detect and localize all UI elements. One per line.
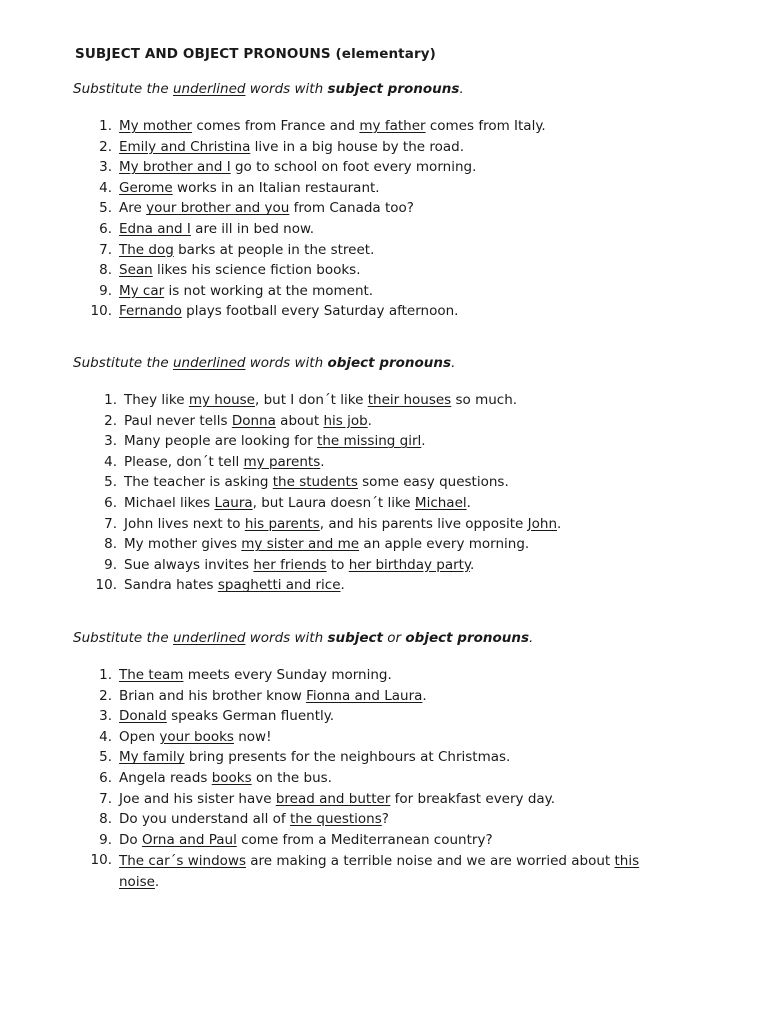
item-text <box>119 118 546 134</box>
text-segment: , but Laura doesn´t like <box>252 494 415 511</box>
text-segment: about <box>275 412 324 429</box>
text-segment: bring presents for the neighbours at Christmas. <box>184 749 511 766</box>
text-segment: are making a terrible noise and we are worried about <box>245 853 615 870</box>
list-item <box>0 749 768 770</box>
list-item <box>0 180 768 201</box>
item-text <box>119 729 272 745</box>
text-segment: on the bus. <box>251 769 332 786</box>
text-segment: , and his parents live opposite <box>319 515 528 532</box>
exercise-list-subject-or-object <box>0 667 768 894</box>
text-segment: plays football every Saturday afternoon. <box>181 303 459 320</box>
item-number: 10. <box>90 303 112 320</box>
underlined-phrase: my house <box>188 392 255 408</box>
text-segment: Do you understand all of <box>119 811 290 828</box>
item-number: 7. <box>104 515 117 532</box>
item-number: 6. <box>99 220 112 237</box>
text-segment: meets every Sunday morning. <box>183 667 392 683</box>
item-number: 8. <box>99 262 112 279</box>
underlined-phrase: Orna and Paul <box>141 831 237 848</box>
item-number: 4. <box>104 453 117 470</box>
bold-phrase: subject <box>327 630 383 646</box>
text-segment: or <box>383 630 406 646</box>
item-text <box>119 688 427 704</box>
text-segment: are ill in bed now. <box>190 220 315 237</box>
text-segment: live in a big house by the road. <box>250 138 465 155</box>
underlined-phrase: noise <box>119 874 155 891</box>
underlined-phrase: books <box>211 769 252 786</box>
underlined-phrase: The car´s windows <box>119 853 246 870</box>
item-line <box>119 851 639 872</box>
item-number: 3. <box>104 433 117 450</box>
underlined-phrase: Michael <box>414 494 467 511</box>
list-item <box>0 708 768 729</box>
text-segment: come from a Mediterranean country? <box>236 831 493 848</box>
item-number: 1. <box>99 118 112 134</box>
text-segment: . <box>557 515 562 532</box>
text-segment: from Canada too? <box>289 200 414 217</box>
text-segment: barks at people in the street. <box>173 241 375 258</box>
list-item <box>0 791 768 812</box>
list-item <box>0 433 768 454</box>
text-segment: Sandra hates <box>124 577 218 594</box>
underlined-phrase: the students <box>272 474 358 491</box>
text-segment: . <box>154 874 160 891</box>
text-segment: ? <box>381 811 389 828</box>
list-item <box>0 118 768 139</box>
bold-phrase: object pronouns <box>327 355 452 371</box>
item-text <box>124 577 345 593</box>
text-segment: . <box>451 355 456 371</box>
item-text <box>119 221 314 237</box>
item-number: 3. <box>99 708 112 725</box>
text-segment: go to school on foot every morning. <box>230 159 477 176</box>
text-segment: Substitute the <box>73 81 173 97</box>
item-number: 6. <box>104 494 117 511</box>
item-number: 1. <box>99 667 112 683</box>
item-text <box>119 832 493 848</box>
text-segment: Open <box>119 728 160 745</box>
list-item <box>0 832 768 853</box>
instruction-subject <box>73 81 464 97</box>
underlined-phrase: my sister and me <box>241 536 360 553</box>
item-text <box>119 749 510 765</box>
list-item <box>0 557 768 578</box>
text-segment: My mother gives <box>124 536 242 553</box>
item-number: 7. <box>99 241 112 258</box>
item-text <box>119 242 374 258</box>
item-number: 2. <box>99 687 112 704</box>
item-number: 9. <box>99 831 112 848</box>
item-text <box>119 791 555 807</box>
item-number: 5. <box>99 200 112 217</box>
instruction-object <box>73 355 455 371</box>
bold-phrase: subject pronouns <box>327 81 460 97</box>
text-segment: Paul never tells <box>124 412 232 429</box>
item-number: 4. <box>99 179 112 196</box>
text-segment: works in an Italian restaurant. <box>172 179 380 196</box>
item-text <box>124 495 471 511</box>
item-number: 5. <box>99 749 112 766</box>
text-segment: , but I don´t like <box>254 392 368 408</box>
text-segment: likes his science fiction books. <box>152 262 361 279</box>
underlined-phrase: underlined <box>172 355 246 371</box>
text-segment: speaks German fluently. <box>166 708 335 725</box>
list-item <box>0 139 768 160</box>
list-item <box>0 413 768 434</box>
exercise-list-object <box>0 392 768 598</box>
bold-phrase: object pronouns <box>405 630 530 646</box>
underlined-phrase: the questions <box>289 811 382 828</box>
underlined-phrase: Gerome <box>119 179 173 196</box>
text-segment: for breakfast every day. <box>390 790 556 807</box>
item-number: 6. <box>99 769 112 786</box>
list-item <box>0 516 768 537</box>
underlined-phrase: Edna and I <box>119 220 191 237</box>
underlined-phrase: underlined <box>172 630 246 646</box>
text-segment: Substitute the <box>73 355 173 371</box>
underlined-phrase: his job <box>323 412 368 429</box>
list-item <box>0 577 768 598</box>
item-number: 9. <box>104 556 117 573</box>
item-text <box>124 557 474 573</box>
underlined-phrase: The dog <box>119 241 174 258</box>
item-text <box>124 392 517 408</box>
text-segment: comes from Italy. <box>425 118 546 134</box>
text-segment: . <box>470 556 475 573</box>
item-text <box>119 667 392 683</box>
underlined-phrase: her friends <box>253 556 327 573</box>
text-segment: . <box>340 577 345 594</box>
underlined-phrase: John <box>527 515 557 532</box>
underlined-phrase: their houses <box>367 392 452 408</box>
text-segment: . <box>421 433 426 450</box>
underlined-phrase: My car <box>119 282 165 299</box>
item-text <box>119 262 361 278</box>
list-item <box>0 159 768 180</box>
list-item <box>0 262 768 283</box>
underlined-phrase: my parents <box>243 453 321 470</box>
underlined-phrase: underlined <box>172 81 246 97</box>
text-segment: Substitute the <box>73 630 173 646</box>
underlined-phrase: Fionna and Laura <box>306 687 423 704</box>
list-item <box>0 454 768 475</box>
text-segment: is not working at the moment. <box>164 282 374 299</box>
item-line-continued <box>119 872 639 893</box>
text-segment: Sue always invites <box>124 556 254 573</box>
underlined-phrase: spaghetti and rice <box>217 577 341 594</box>
text-segment: Michael likes <box>124 494 215 511</box>
item-text <box>124 433 426 449</box>
underlined-phrase: My brother and I <box>119 159 231 176</box>
text-segment: John lives next to <box>124 515 245 532</box>
text-segment: Joe and his sister have <box>119 790 276 807</box>
item-number: 9. <box>99 282 112 299</box>
text-segment: words with <box>245 355 328 371</box>
text-segment: They like <box>124 392 189 408</box>
underlined-phrase: her birthday party <box>348 556 471 573</box>
list-item <box>0 811 768 832</box>
item-number: 3. <box>99 159 112 176</box>
item-text <box>119 200 414 216</box>
item-number: 10. <box>95 577 117 594</box>
text-segment: Do <box>119 831 142 848</box>
item-text <box>119 283 373 299</box>
item-number: 8. <box>104 536 117 553</box>
item-number: 2. <box>99 138 112 155</box>
text-segment: The teacher is asking <box>124 474 273 491</box>
underlined-phrase: Emily and Christina <box>119 138 251 155</box>
text-segment: Brian and his brother know <box>119 687 307 704</box>
text-segment: words with <box>245 630 328 646</box>
underlined-phrase: his parents <box>244 515 320 532</box>
item-text <box>124 413 372 429</box>
text-segment: now! <box>233 728 272 745</box>
text-segment: . <box>459 81 464 97</box>
text-segment: an apple every morning. <box>359 536 530 553</box>
underlined-phrase: Donald <box>119 708 167 725</box>
underlined-phrase: your brother and you <box>146 200 290 217</box>
underlined-phrase: My mother <box>119 118 193 134</box>
item-text <box>124 454 325 470</box>
underlined-phrase: bread and butter <box>275 790 391 807</box>
text-segment: to <box>326 556 349 573</box>
list-item <box>0 770 768 791</box>
underlined-phrase: my father <box>359 118 426 134</box>
list-item <box>0 852 768 894</box>
text-segment: Please, don´t tell <box>124 453 244 470</box>
item-number: 8. <box>99 811 112 828</box>
item-text <box>124 516 561 532</box>
text-segment: comes from France and <box>192 118 360 134</box>
item-text <box>119 159 476 175</box>
list-item <box>0 536 768 557</box>
item-text <box>119 303 458 319</box>
list-item <box>0 283 768 304</box>
item-number: 7. <box>99 790 112 807</box>
underlined-phrase: Donna <box>231 412 276 429</box>
item-text <box>119 180 380 196</box>
text-segment: words with <box>245 81 328 97</box>
list-item <box>0 729 768 750</box>
text-segment: Are <box>119 200 147 217</box>
text-segment: Many people are looking for <box>124 433 318 450</box>
list-item <box>0 242 768 263</box>
list-item <box>0 221 768 242</box>
text-segment: . <box>320 453 325 470</box>
item-text <box>119 708 334 724</box>
text-segment: . <box>466 494 471 511</box>
instruction-subject-or-object <box>73 630 533 646</box>
item-number: 5. <box>104 474 117 491</box>
list-item <box>0 667 768 688</box>
list-item <box>0 303 768 324</box>
page-title: SUBJECT AND OBJECT PRONOUNS (elementary) <box>75 46 436 62</box>
item-number: 2. <box>104 412 117 429</box>
underlined-phrase: Fernando <box>119 303 182 320</box>
underlined-phrase: Laura <box>214 494 253 511</box>
text-segment: some easy questions. <box>357 474 509 491</box>
list-item <box>0 474 768 495</box>
underlined-phrase: My family <box>119 749 185 766</box>
underlined-phrase: the missing girl <box>317 433 422 450</box>
text-segment: . <box>422 687 427 704</box>
item-text <box>119 770 332 786</box>
text-segment: . <box>529 630 534 646</box>
item-text <box>124 474 509 490</box>
list-item <box>0 495 768 516</box>
list-item <box>0 688 768 709</box>
item-text <box>119 139 464 155</box>
list-item <box>0 200 768 221</box>
underlined-phrase: Sean <box>119 262 153 279</box>
underlined-phrase: The team <box>119 667 184 683</box>
item-number: 1. <box>104 392 117 408</box>
exercise-list-subject <box>0 118 768 324</box>
item-number: 10. <box>90 852 112 869</box>
text-segment: Angela reads <box>119 769 212 786</box>
underlined-phrase: this <box>614 853 640 870</box>
list-item <box>0 392 768 413</box>
item-text <box>119 851 639 893</box>
item-text <box>119 811 389 827</box>
item-number: 4. <box>99 728 112 745</box>
underlined-phrase: your books <box>159 728 234 745</box>
text-segment: . <box>367 412 372 429</box>
item-text <box>124 536 529 552</box>
text-segment: so much. <box>451 392 518 408</box>
